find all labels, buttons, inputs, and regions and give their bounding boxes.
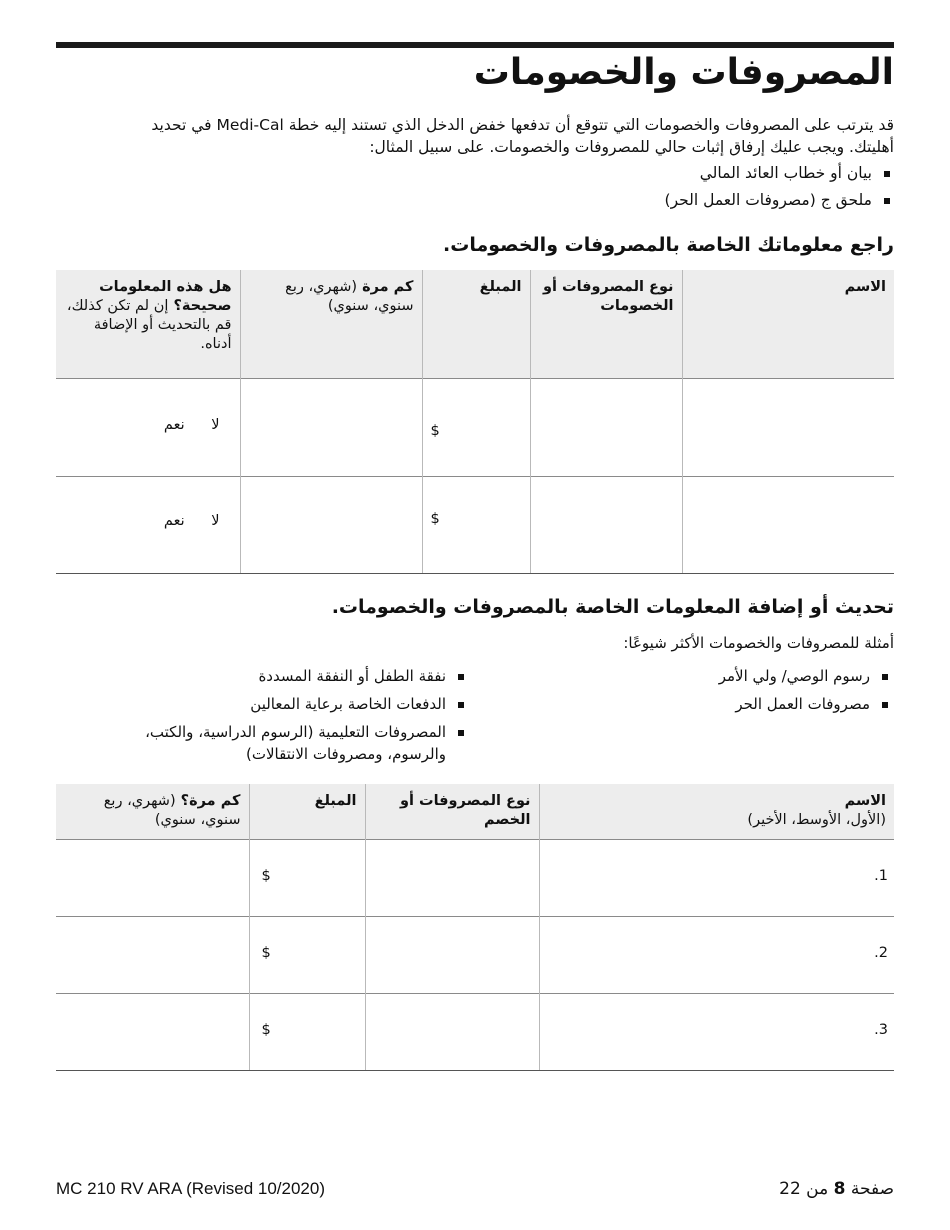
update-header-name-hint: (الأول، الأوسط، الأخير) <box>747 812 886 828</box>
review-row-1-amount[interactable]: $ <box>422 378 530 476</box>
update-header-amount: المبلغ <box>249 784 365 839</box>
review-row-2-amount[interactable]: $ <box>422 476 530 573</box>
update-header-type: نوع المصروفات أو الخصم <box>365 784 539 839</box>
examples-list-left <box>110 665 470 771</box>
proof-bullet-1: بيان أو خطاب العائد المالي <box>56 160 894 187</box>
top-rule <box>56 42 894 48</box>
update-row-3-frequency[interactable] <box>56 993 249 1070</box>
update-row-3-name[interactable] <box>539 993 894 1070</box>
header-amount: المبلغ <box>422 270 530 378</box>
header-frequency-hint: (شهري، ربع سنوي، سنوي) <box>285 279 414 314</box>
update-row-1-frequency[interactable] <box>56 839 249 916</box>
examples-label: أمثلة للمصروفات والخصومات الأكثر شيوعًا: <box>623 634 894 652</box>
update-row-3-amount[interactable]: $ <box>249 993 365 1070</box>
review-heading: راجع معلوماتك الخاصة بالمصروفات والخصومات. <box>443 234 894 256</box>
update-row-2-frequency[interactable] <box>56 916 249 993</box>
header-frequency-bold: كم مرة <box>362 279 414 295</box>
header-type: نوع المصروفات أو الخصومات <box>530 270 682 378</box>
header-correct-hint: إن لم تكن كذلك، قم بالتحديث أو الإضافة أدناه. <box>66 298 232 352</box>
example-self-employment: مصروفات العمل الحر <box>594 693 894 715</box>
update-row-2-type[interactable] <box>365 916 539 993</box>
intro-line-2: أهليتك. ويجب عليك إرفاق إثبات حالي للمصروفات والخصومات. على سبيل المثال: <box>369 138 894 156</box>
intro-line-1: قد يترتب على المصروفات والخصومات التي تتوقع أن تدفعها خفض الدخل الذي تستند إليه خطة Medi-Cal في تحديد <box>151 116 894 134</box>
page-prefix: صفحة <box>850 1179 894 1199</box>
examples-list-right <box>594 665 894 721</box>
page-separator: من <box>806 1179 829 1199</box>
proof-bullets <box>56 160 894 214</box>
update-row-1-number: 1. <box>874 867 888 884</box>
review-row-1-yes[interactable]: نعم <box>163 416 185 433</box>
page-current: 8 <box>833 1179 846 1199</box>
page-title: المصروفات والخصومات <box>473 52 894 93</box>
header-name: الاسم <box>682 270 894 378</box>
update-row-2-amount[interactable]: $ <box>249 916 365 993</box>
review-row-1-no[interactable]: لا <box>211 416 220 433</box>
update-header-frequency-hint: (شهري، ربع سنوي، سنوي) <box>103 793 241 828</box>
update-header-frequency-bold: كم مرة؟ <box>180 793 241 809</box>
example-education: المصروفات التعليمية (الرسوم الدراسية، والكتب، والرسوم، ومصروفات الانتقالات) <box>110 721 470 765</box>
example-guardian-fees: رسوم الوصي/ ولي الأمر <box>594 665 894 687</box>
update-row-1-amount[interactable]: $ <box>249 839 365 916</box>
review-row-2-correct <box>56 476 240 573</box>
update-table <box>56 784 894 1071</box>
review-row-2-name[interactable] <box>682 476 894 573</box>
review-row-2-no[interactable]: لا <box>211 512 220 529</box>
review-row-1-correct <box>56 378 240 476</box>
update-row-3-number: 3. <box>874 1021 888 1038</box>
update-header-name-bold: الاسم <box>844 793 886 809</box>
form-id: MC 210 RV ARA (Revised 10/2020) <box>56 1179 325 1198</box>
update-header-frequency <box>56 784 249 839</box>
header-frequency <box>240 270 422 378</box>
update-row-1-type[interactable] <box>365 839 539 916</box>
update-row-1-name[interactable] <box>539 839 894 916</box>
review-row-1-type[interactable] <box>530 378 682 476</box>
update-row-3-type[interactable] <box>365 993 539 1070</box>
page-number <box>779 1179 894 1199</box>
page-total: 22 <box>779 1179 801 1199</box>
review-row-1-frequency[interactable] <box>240 378 422 476</box>
review-row-1-name[interactable] <box>682 378 894 476</box>
header-correct <box>56 270 240 378</box>
review-table <box>56 270 894 574</box>
review-row-2-yes[interactable]: نعم <box>163 512 185 529</box>
review-row-2-frequency[interactable] <box>240 476 422 573</box>
update-heading: تحديث أو إضافة المعلومات الخاصة بالمصروفات والخصومات. <box>331 596 894 618</box>
update-row-2-number: 2. <box>874 944 888 961</box>
proof-bullet-2: ملحق ج (مصروفات العمل الحر) <box>56 187 894 214</box>
intro-block <box>56 114 894 214</box>
header-correct-bold: هل هذه المعلومات صحيحة؟ <box>99 279 232 314</box>
update-row-2-name[interactable] <box>539 916 894 993</box>
review-row-2-type[interactable] <box>530 476 682 573</box>
example-dependent-care: الدفعات الخاصة برعاية المعالين <box>110 693 470 715</box>
example-child-support: نفقة الطفل أو النفقة المسددة <box>110 665 470 687</box>
update-header-name <box>539 784 894 839</box>
